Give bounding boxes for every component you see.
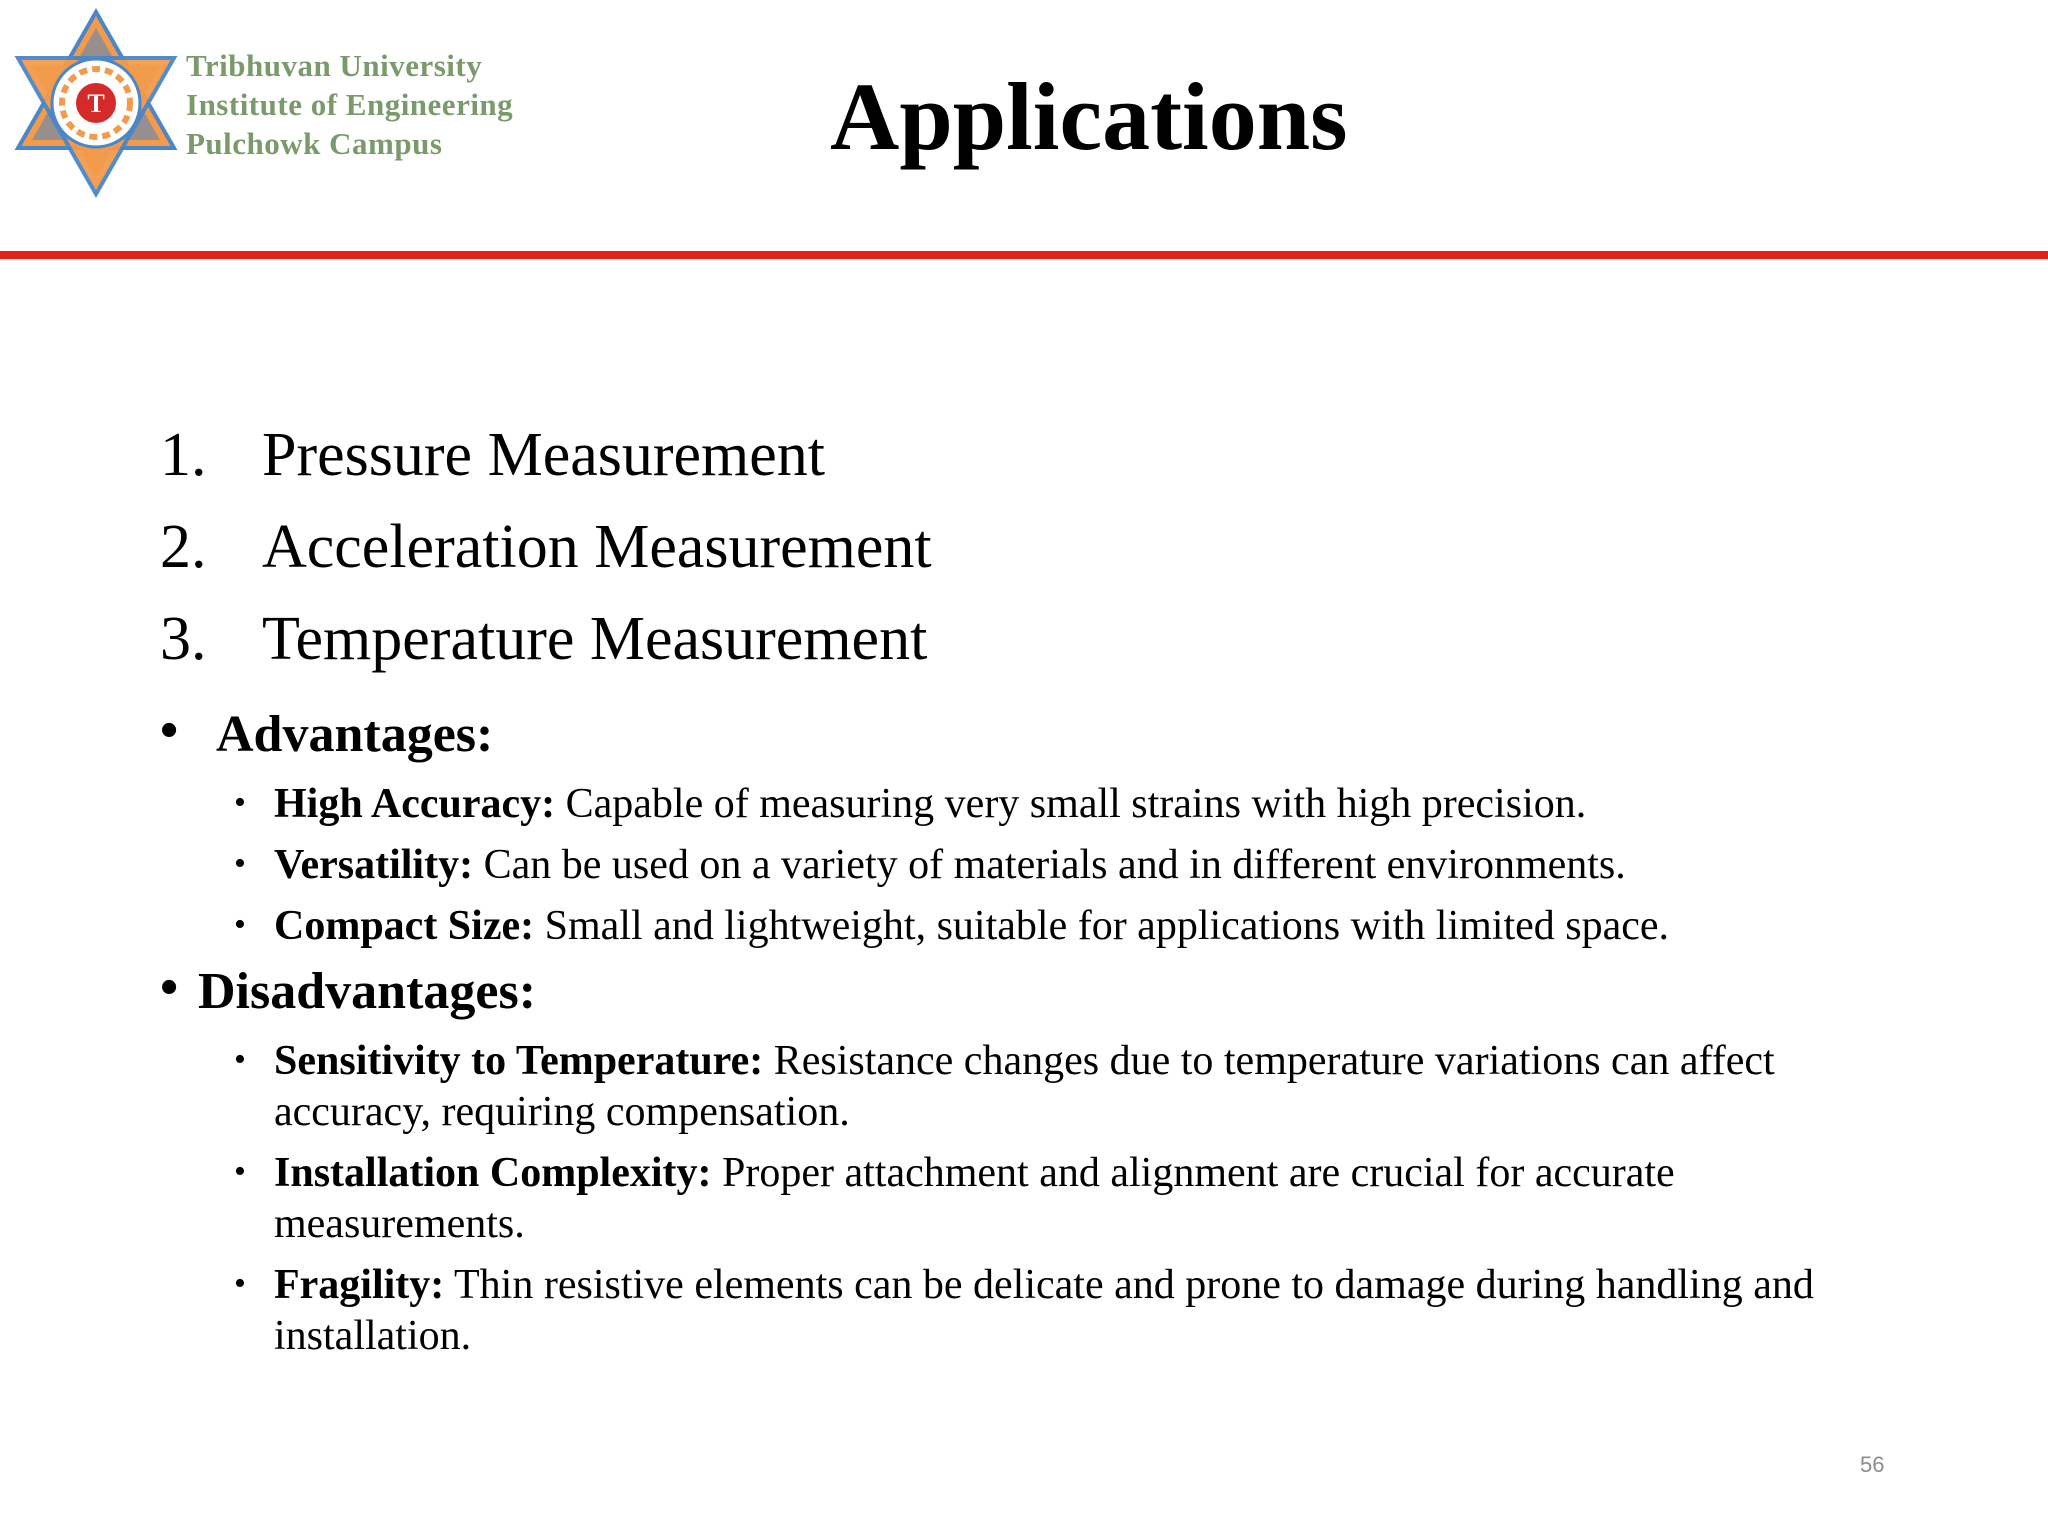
item-text: Resistance changes due to temperature variations can affect accuracy, requiring compensation.	[274, 1038, 1775, 1135]
slide-title: Applications	[830, 63, 1348, 170]
university-logo	[8, 8, 608, 198]
item-text: Can be used on a variety of materials and in different environments.	[473, 842, 1626, 888]
bullet-icon: •	[234, 845, 246, 882]
advantages-heading	[160, 701, 1960, 769]
list-text: Temperature Measurement	[262, 605, 928, 673]
logo-line-campus: Pulchowk Campus	[186, 126, 443, 161]
bullet-icon: •	[234, 906, 246, 943]
bullet-icon: •	[160, 959, 179, 1016]
list-number: 3.	[160, 605, 207, 673]
bullet-icon: •	[234, 1265, 246, 1302]
item-term: Installation Complexity:	[274, 1150, 712, 1196]
slide-body	[160, 415, 1960, 1362]
section-label: Advantages:	[216, 706, 494, 763]
logo-line-institute: Institute of Engineering	[186, 87, 514, 122]
list-item	[160, 415, 1960, 507]
item-term: Versatility:	[274, 842, 474, 888]
list-item	[160, 779, 1880, 830]
disadvantages-heading	[160, 958, 1960, 1026]
bullet-icon: •	[160, 702, 179, 759]
list-item	[160, 1148, 1880, 1250]
item-text: Capable of measuring very small strains with high precision.	[555, 781, 1587, 827]
logo-line-university: Tribhuvan University	[186, 48, 483, 83]
logo-wordmark	[186, 46, 513, 163]
list-item	[160, 901, 1880, 952]
disadvantages-list	[160, 1036, 1960, 1362]
list-text: Acceleration Measurement	[262, 513, 932, 581]
bullet-icon: •	[234, 784, 246, 821]
item-term: Fragility:	[274, 1262, 445, 1308]
slide-header	[0, 0, 2048, 258]
applications-list	[160, 415, 1960, 691]
header-divider	[0, 251, 2048, 259]
list-item	[160, 1036, 1880, 1138]
list-text: Pressure Measurement	[262, 421, 825, 489]
university-emblem-icon	[12, 8, 180, 198]
item-text: Small and lightweight, suitable for applications with limited space.	[534, 903, 1670, 949]
item-term: Compact Size:	[274, 903, 535, 949]
list-item	[160, 507, 1960, 599]
advantages-list	[160, 779, 1960, 952]
section-label: Disadvantages:	[198, 963, 537, 1020]
item-term: High Accuracy:	[274, 781, 556, 827]
item-text: Thin resistive elements can be delicate and prone to damage during handling and installation.	[274, 1262, 1814, 1359]
list-item	[160, 599, 1960, 691]
item-term: Sensitivity to Temperature:	[274, 1038, 764, 1084]
svg-text:T: T	[87, 89, 105, 118]
item-text: Proper attachment and alignment are crucial for accurate measurements.	[274, 1150, 1675, 1247]
list-number: 1.	[160, 421, 207, 489]
bullet-icon: •	[234, 1041, 246, 1078]
page-number: 56	[1860, 1452, 1885, 1477]
list-number: 2.	[160, 513, 207, 581]
bullet-icon: •	[234, 1153, 246, 1190]
list-item	[160, 1260, 1880, 1362]
list-item	[160, 840, 1880, 891]
